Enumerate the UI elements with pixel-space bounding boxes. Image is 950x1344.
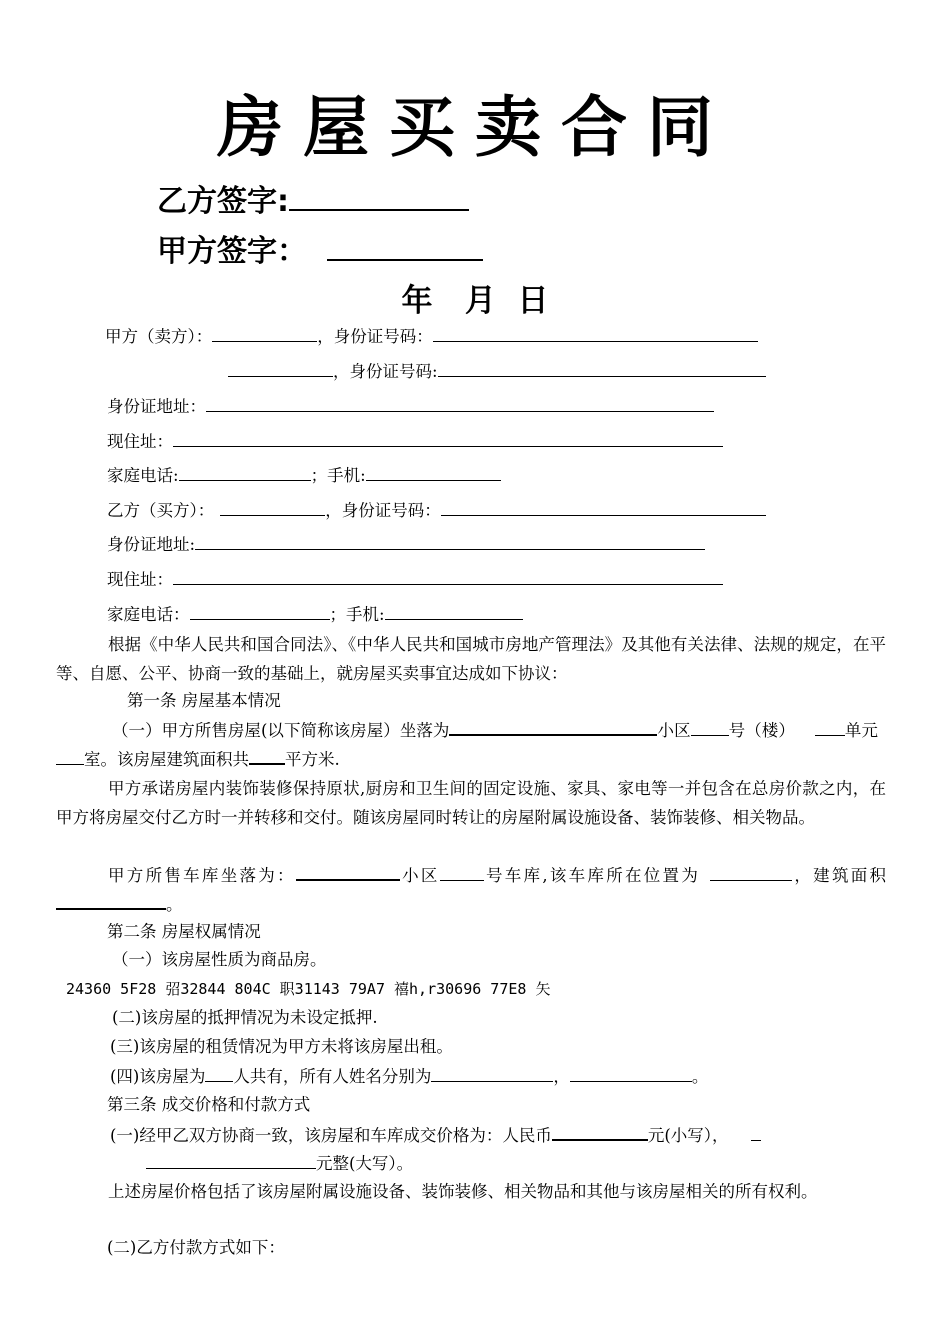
seller-name-row: [105, 323, 758, 350]
seller-signature-label: 甲方签字：: [157, 234, 307, 269]
seller-phone-row: [107, 462, 501, 489]
a1-community-label: 小区: [657, 721, 691, 740]
article2-clause3: (三)该房屋的租赁情况为甲方未将该房屋出租。: [110, 1037, 453, 1056]
garage-position-label: 号车库,该车库所在位置为: [483, 866, 701, 885]
seller-co-owner-row: [228, 358, 766, 385]
garage-position-blank[interactable]: [710, 862, 792, 881]
buyer-phone-row: [107, 601, 523, 628]
buyer-home-phone-label: 家庭电话：: [107, 605, 190, 624]
price-label: (一)经甲乙双方协商一致，该房屋和车库成交价格为：人民币: [110, 1126, 552, 1145]
article2-clause4: [110, 1063, 708, 1090]
seller-home-phone-label: 家庭电话:: [107, 466, 179, 485]
seller-current-address-label: 现住址：: [107, 432, 173, 451]
a1-building-label: 号（楼）: [728, 721, 795, 740]
seller-signature-blank[interactable]: [327, 235, 483, 261]
buyer-mobile-blank[interactable]: [385, 601, 523, 620]
garage-community-label: 小区: [399, 866, 440, 885]
garage-location-label: 甲方所售车库坐落为：: [108, 866, 296, 885]
document-title: 房屋买卖合同: [217, 89, 733, 166]
price-figures-blank[interactable]: [552, 1121, 648, 1141]
seller-current-address-row: [107, 428, 723, 455]
co-owner-name-blank[interactable]: [228, 358, 333, 377]
buyer-mobile-label: ；手机:: [329, 605, 385, 624]
article1-title: 第一条 房屋基本情况: [127, 691, 281, 710]
article3-clause1: [110, 1121, 761, 1149]
owner-name-2-blank[interactable]: [570, 1063, 692, 1082]
owner-names-label: 人共有，所有人姓名分别为: [233, 1067, 432, 1086]
price-words-blank[interactable]: [146, 1150, 316, 1169]
buyer-id-address-blank[interactable]: [195, 531, 705, 550]
article1-clause1: [56, 716, 886, 774]
buyer-signature-label: 乙方签字:: [157, 184, 289, 219]
buyer-id-label: ，身份证号码：: [325, 501, 441, 520]
price-continue-blank: [751, 1122, 761, 1141]
buyer-label: 乙方（买方）：: [107, 501, 215, 520]
article2-clause1: （一）该房屋性质为商品房。: [112, 950, 327, 969]
seller-id-label: ，身份证号码：: [317, 327, 433, 346]
seller-label: 甲方（卖方）：: [105, 327, 213, 346]
owner-name-1-blank[interactable]: [431, 1063, 553, 1082]
seller-mobile-label: ；手机:: [310, 466, 366, 485]
unit-no-blank[interactable]: [815, 717, 845, 736]
seller-id-address-label: 身份证地址：: [107, 397, 206, 416]
buyer-home-phone-blank[interactable]: [190, 601, 330, 620]
price-words-label: 元整(大写）。: [316, 1154, 414, 1173]
price-figures-label: 元(小写），: [647, 1126, 729, 1145]
date-line: 年 月 日: [401, 283, 549, 319]
seller-home-phone-blank[interactable]: [179, 462, 311, 481]
article3-title: 第三条 成交价格和付款方式: [107, 1095, 311, 1114]
buyer-name-blank[interactable]: [220, 497, 325, 516]
garage-location-blank[interactable]: [296, 861, 400, 881]
seller-id-address-blank[interactable]: [206, 393, 714, 412]
a1-location-label: （一）甲方所售房屋(以下简称该房屋）坐落为: [112, 721, 450, 740]
area-blank[interactable]: [249, 745, 285, 765]
article2-title: 第二条 房屋权属情况: [107, 922, 261, 941]
buyer-name-row: [107, 497, 766, 524]
seller-signature-line: [157, 232, 483, 272]
buyer-signature-line: [157, 182, 469, 222]
preamble-paragraph: 根据《中华人民共和国合同法》、《中华人民共和国城市房地产管理法》及其他有关法律、法规的规定，在平等、自愿、公平、协商一致的基础上，就房屋买卖事宜达成如下协议：: [56, 635, 886, 683]
buyer-id-address-row: [107, 531, 705, 558]
article1-clause2: 甲方承诺房屋内装饰装修保持原状,厨房和卫生间的固定设施、家具、家电等一并包含在总房价款之内，在甲方将房屋交付乙方时一并转移和交付。随该房屋同时转让的房屋附属设施设备、装饰装修、相关物品。: [56, 779, 886, 827]
seller-mobile-blank[interactable]: [366, 462, 501, 481]
article3-clause3: (二)乙方付款方式如下：: [107, 1238, 285, 1257]
buyer-id-blank[interactable]: [441, 497, 766, 516]
buyer-signature-blank[interactable]: [289, 185, 469, 211]
co-owner-count-label: (四)该房屋为: [110, 1067, 206, 1086]
article3-clause1-cont: [146, 1150, 413, 1177]
article1-garage-clause: [56, 861, 886, 919]
garage-area-blank[interactable]: [56, 890, 166, 910]
garage-area-label: ，建筑面积: [792, 866, 887, 885]
building-no-blank[interactable]: [691, 717, 729, 736]
article2-clause2: (二)该房屋的抵押情况为未设定抵押.: [112, 1008, 378, 1027]
buyer-current-address-label: 现住址：: [107, 570, 173, 589]
garage-no-blank[interactable]: [440, 862, 484, 881]
owner-name-comma: ，: [553, 1067, 570, 1086]
seller-current-address-blank[interactable]: [173, 428, 723, 447]
location-blank[interactable]: [449, 716, 657, 736]
garage-period: 。: [166, 895, 183, 914]
garbled-text-line: 24360 5F28 弨32844 804C 职31143 79A7 禧h,r30696 77E8 矢: [66, 980, 551, 998]
owner-names-period: 。: [691, 1067, 709, 1086]
buyer-id-address-label: 身份证地址:: [107, 535, 196, 554]
article3-clause2: 上述房屋价格包括了该房屋附属设施设备、装饰装修、相关物品和其他与该房屋相关的所有权利。: [108, 1182, 818, 1201]
seller-id-address-row: [107, 393, 714, 420]
co-owner-count-blank[interactable]: [205, 1063, 233, 1082]
co-owner-id-blank[interactable]: [438, 358, 766, 377]
a1-area-label: 室。该房屋建筑面积共: [84, 750, 249, 769]
seller-id-blank[interactable]: [433, 323, 758, 342]
room-no-blank[interactable]: [56, 746, 84, 765]
a1-area-unit: 平方米.: [285, 750, 340, 769]
buyer-current-address-blank[interactable]: [173, 566, 723, 585]
seller-name-blank[interactable]: [212, 323, 317, 342]
a1-unit-label: 单元: [844, 721, 879, 740]
buyer-current-address-row: [107, 566, 723, 593]
co-owner-id-label: ，身份证号码:: [333, 362, 438, 381]
